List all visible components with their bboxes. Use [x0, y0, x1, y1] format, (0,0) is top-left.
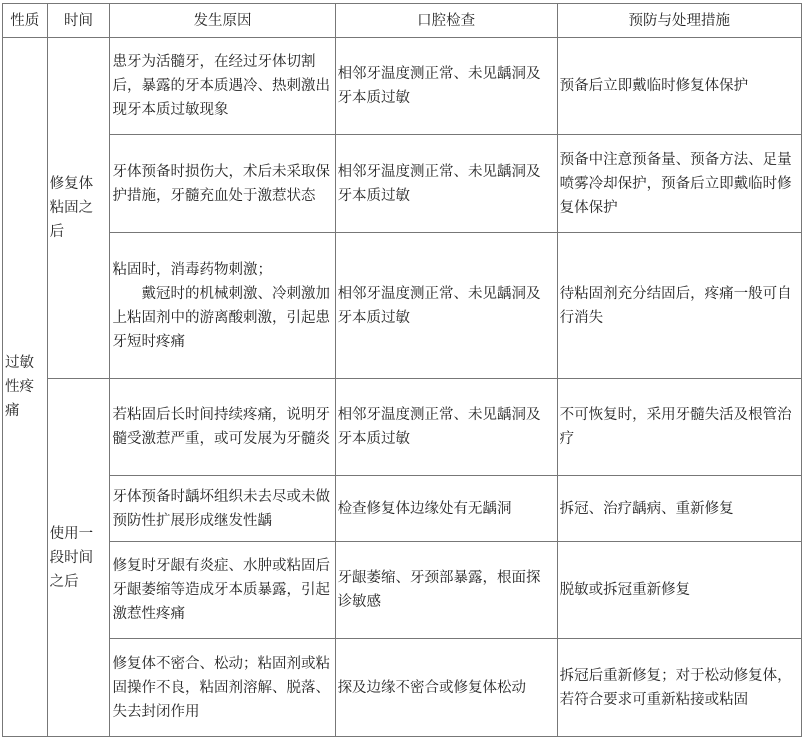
header-row: [3, 4, 802, 38]
exam-cell: 检查修复体边缘处有无龋洞: [335, 476, 557, 542]
cause-cell: 修复体不密合、松动；粘固剂或粘固操作不良，粘固剂溶解、脱落、失去封闭作用: [110, 639, 335, 737]
table-row: [3, 476, 802, 542]
measure-cell: 拆冠、治疗龋病、重新修复: [557, 476, 801, 542]
info-table: [2, 3, 802, 737]
header-exam: 口腔检查: [335, 4, 557, 38]
period-cell: 修复体粘固之后: [47, 38, 110, 379]
exam-cell: 牙龈萎缩、牙颈部暴露，根面探诊敏感: [335, 542, 557, 639]
table-row: [3, 379, 802, 476]
measure-cell: 不可恢复时，采用牙髓失活及根管治疗: [557, 379, 801, 476]
header-cause: 发生原因: [110, 4, 335, 38]
header-measure: 预防与处理措施: [557, 4, 801, 38]
cause-cell: 牙体预备时损伤大，术后未采取保护措施，牙髓充血处于激惹状态: [110, 135, 335, 233]
table-row: [3, 135, 802, 233]
cause-line: 粘固时，消毒药物刺激；: [112, 261, 272, 278]
cause-cell: 修复时牙龈有炎症、水肿或粘固后牙龈萎缩等造成牙本质暴露，引起激惹性疼痛: [110, 542, 335, 639]
measure-cell: 待粘固剂充分结固后，疼痛一般可自行消失: [557, 233, 801, 379]
measure-cell: 预备中注意预备量、预备方法、足量喷雾冷却保护，预备后立即戴临时修复体保护: [557, 135, 801, 233]
cause-line: 戴冠时的机械刺激、冷刺激加上粘固剂中的游离酸刺激，引起患牙短时疼痛: [112, 285, 330, 350]
cause-cell: 若粘固后长时间持续疼痛，说明牙髓受激惹严重，或可发展为牙髓炎: [110, 379, 335, 476]
header-nature: 性质: [3, 4, 48, 38]
table-row: [3, 542, 802, 639]
exam-cell: 探及边缘不密合或修复体松动: [335, 639, 557, 737]
nature-cell: 过敏性疼痛: [3, 38, 48, 737]
measure-cell: 脱敏或拆冠重新修复: [557, 542, 801, 639]
cause-cell: 牙体预备时龋坏组织未去尽或未做预防性扩展形成继发性龋: [110, 476, 335, 542]
period-cell: 使用一段时间之后: [47, 379, 110, 737]
cause-cell: [110, 233, 335, 379]
measure-cell: 拆冠后重新修复；对于松动修复体，若符合要求可重新粘接或粘固: [557, 639, 801, 737]
table-row: [3, 38, 802, 135]
table-row: [3, 639, 802, 737]
exam-cell: 相邻牙温度测正常、未见龋洞及牙本质过敏: [335, 38, 557, 135]
header-time: 时间: [47, 4, 110, 38]
measure-cell: 预备后立即戴临时修复体保护: [557, 38, 801, 135]
exam-cell: 相邻牙温度测正常、未见龋洞及牙本质过敏: [335, 233, 557, 379]
exam-cell: 相邻牙温度测正常、未见龋洞及牙本质过敏: [335, 135, 557, 233]
exam-cell: 相邻牙温度测正常、未见龋洞及牙本质过敏: [335, 379, 557, 476]
table-row: [3, 233, 802, 379]
cause-cell: 患牙为活髓牙，在经过牙体切割后，暴露的牙本质遇冷、热刺激出现牙本质过敏现象: [110, 38, 335, 135]
